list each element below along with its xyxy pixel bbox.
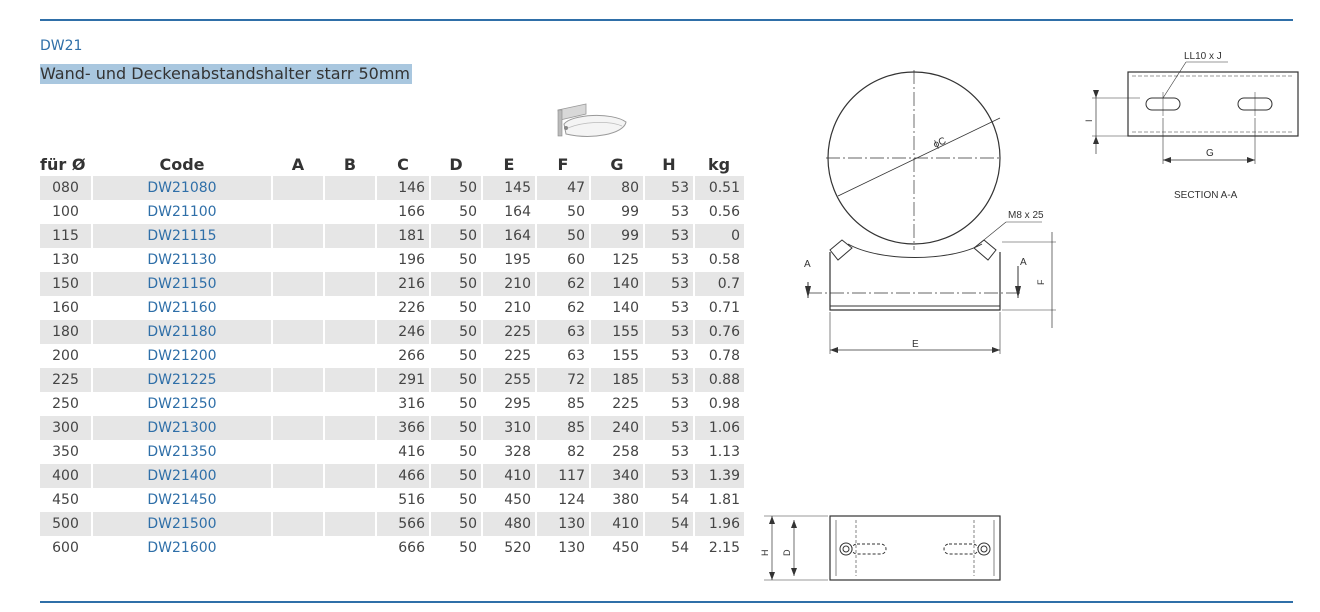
- spec-table: [40, 152, 744, 560]
- cell-e: 225: [482, 320, 536, 344]
- cell-code-link[interactable]: DW21225: [92, 368, 272, 392]
- cell-d: 50: [430, 248, 482, 272]
- cell-c: 466: [376, 464, 430, 488]
- col-header-code: Code: [159, 154, 205, 174]
- cell-c: 666: [376, 536, 430, 560]
- cell-e: 410: [482, 464, 536, 488]
- bolt-label: M8 x 25: [1008, 210, 1044, 221]
- cell-a: [272, 464, 324, 488]
- cell-g: 240: [590, 416, 644, 440]
- cell-b: [324, 512, 376, 536]
- cell-dn: 100: [52, 204, 79, 220]
- dim-h-label: H: [760, 549, 770, 556]
- table-row: [40, 320, 744, 344]
- cell-g: 99: [590, 200, 644, 224]
- cell-b: [324, 272, 376, 296]
- cell-dn: 350: [52, 444, 79, 460]
- cell-b: [324, 488, 376, 512]
- cell-dn: 160: [52, 300, 79, 316]
- product-code: DW21: [40, 38, 83, 54]
- cell-h: 53: [644, 272, 694, 296]
- cell-code-link[interactable]: DW21200: [92, 344, 272, 368]
- cell-code-link[interactable]: DW21180: [92, 320, 272, 344]
- cell-g: 140: [590, 296, 644, 320]
- table-row: [40, 416, 744, 440]
- cell-e: 480: [482, 512, 536, 536]
- cell-h: 54: [644, 488, 694, 512]
- cell-h: 53: [644, 440, 694, 464]
- cell-f: 130: [536, 536, 590, 560]
- col-header-e: E: [503, 154, 515, 174]
- cell-a: [272, 536, 324, 560]
- cell-d: 50: [430, 224, 482, 248]
- cell-code-link[interactable]: DW21160: [92, 296, 272, 320]
- cell-h: 53: [644, 416, 694, 440]
- cell-a: [272, 440, 324, 464]
- cell-dn: 400: [40, 464, 92, 488]
- cell-a: [272, 488, 324, 512]
- cell-c: 181: [376, 224, 430, 248]
- section-mark-right: A: [1020, 257, 1027, 268]
- dim-f-label: F: [1036, 279, 1046, 285]
- cell-f: 60: [536, 248, 590, 272]
- cell-e: 520: [482, 536, 536, 560]
- table-row: [40, 440, 744, 464]
- cell-e: 164: [482, 200, 536, 224]
- cell-dn: 250: [52, 396, 79, 412]
- cell-code-link[interactable]: DW21130: [92, 248, 272, 272]
- table-header-row: [40, 152, 744, 176]
- cell-a: [272, 248, 324, 272]
- cell-dn: 500: [40, 512, 92, 536]
- diameter-label: ϕC: [931, 135, 948, 151]
- cell-c: 246: [376, 320, 430, 344]
- table-row: [40, 368, 744, 392]
- cell-dn: 225: [40, 368, 92, 392]
- table-row: [40, 464, 744, 488]
- cell-c: 166: [376, 200, 430, 224]
- cell-a: [272, 320, 324, 344]
- cell-a: [272, 224, 324, 248]
- cell-b: [324, 176, 376, 200]
- table-row: [40, 512, 744, 536]
- cell-dn: 180: [40, 320, 92, 344]
- cell-e: 295: [482, 392, 536, 416]
- cell-b: [324, 464, 376, 488]
- cell-a: [272, 416, 324, 440]
- product-name: Wand- und Deckenabstandshalter starr 50mm: [40, 64, 411, 83]
- cell-g: 340: [590, 464, 644, 488]
- cell-g: 140: [590, 272, 644, 296]
- col-header-d: D: [449, 154, 463, 174]
- cell-g: 225: [590, 392, 644, 416]
- cell-d: 50: [430, 512, 482, 536]
- cell-g: 185: [590, 368, 644, 392]
- cell-kg: 0: [694, 224, 744, 248]
- cell-f: 85: [536, 416, 590, 440]
- cell-g: 450: [590, 536, 644, 560]
- cell-code-link[interactable]: DW21080: [92, 176, 272, 200]
- front-view-drawing: [790, 70, 1070, 360]
- cell-code-link[interactable]: DW21400: [92, 464, 272, 488]
- cell-b: [324, 224, 376, 248]
- cell-dn: 600: [52, 540, 79, 556]
- spec-table-body: [40, 176, 744, 560]
- cell-e: 164: [482, 224, 536, 248]
- slot-label: LL10 x J: [1184, 51, 1222, 62]
- cell-g: 125: [590, 248, 644, 272]
- cell-c: 566: [376, 512, 430, 536]
- table-row: [40, 536, 744, 560]
- side-view-drawing: [760, 510, 1020, 586]
- cell-code-link[interactable]: DW21600: [92, 536, 272, 560]
- cell-g: 155: [590, 320, 644, 344]
- cell-dn: 300: [40, 416, 92, 440]
- cell-dn: 450: [52, 492, 79, 508]
- cell-kg: 2.15: [694, 536, 744, 560]
- dim-d-label: D: [782, 549, 792, 556]
- cell-g: 80: [590, 176, 644, 200]
- cell-d: 50: [430, 464, 482, 488]
- cell-a: [272, 200, 324, 224]
- cell-d: 50: [430, 272, 482, 296]
- cell-f: 82: [536, 440, 590, 464]
- cell-d: 50: [430, 296, 482, 320]
- cell-e: 255: [482, 368, 536, 392]
- bottom-rule: [40, 601, 1293, 603]
- cell-d: 50: [430, 368, 482, 392]
- cell-h: 53: [644, 248, 694, 272]
- cell-e: 195: [482, 248, 536, 272]
- cell-h: 53: [644, 320, 694, 344]
- cell-a: [272, 392, 324, 416]
- cell-d: 50: [430, 440, 482, 464]
- dim-i-label: I: [1084, 119, 1094, 122]
- cell-dn: 130: [52, 252, 79, 268]
- cell-h: 53: [644, 464, 694, 488]
- col-header-g: G: [610, 154, 624, 174]
- cell-h: 53: [644, 224, 694, 248]
- cell-kg: 0.78: [694, 344, 744, 368]
- cell-kg: 0.88: [694, 368, 744, 392]
- cell-c: 266: [376, 344, 430, 368]
- cell-h: 53: [644, 368, 694, 392]
- cell-kg: 1.96: [694, 512, 744, 536]
- section-mark-left: A: [804, 259, 811, 270]
- cell-c: 416: [376, 440, 430, 464]
- cell-d: 50: [430, 176, 482, 200]
- cell-c: 291: [376, 368, 430, 392]
- cell-c: 516: [376, 488, 430, 512]
- cell-d: 50: [430, 320, 482, 344]
- cell-dn: 150: [40, 272, 92, 296]
- cell-f: 62: [536, 296, 590, 320]
- cell-kg: 0.51: [694, 176, 744, 200]
- table-row: [40, 272, 744, 296]
- dim-e-label: E: [912, 339, 919, 350]
- cell-g: 410: [590, 512, 644, 536]
- section-caption: SECTION A-A: [1174, 190, 1238, 201]
- cell-g: 99: [590, 224, 644, 248]
- cell-f: 130: [536, 512, 590, 536]
- cell-b: [324, 320, 376, 344]
- cell-kg: 1.39: [694, 464, 744, 488]
- cell-code-link[interactable]: DW21350: [92, 440, 272, 464]
- cell-kg: 0.56: [694, 200, 744, 224]
- cell-b: [324, 200, 376, 224]
- cell-f: 47: [536, 176, 590, 200]
- cell-a: [272, 176, 324, 200]
- cell-f: 124: [536, 488, 590, 512]
- top-rule: [40, 19, 1293, 21]
- cell-a: [272, 512, 324, 536]
- cell-d: 50: [430, 344, 482, 368]
- cell-h: 53: [644, 344, 694, 368]
- cell-g: 155: [590, 344, 644, 368]
- cell-b: [324, 416, 376, 440]
- cell-b: [324, 248, 376, 272]
- cell-d: 50: [430, 392, 482, 416]
- cell-c: 196: [376, 248, 430, 272]
- cell-kg: 0.76: [694, 320, 744, 344]
- cell-kg: 0.58: [694, 248, 744, 272]
- cell-e: 210: [482, 296, 536, 320]
- cell-code-link[interactable]: DW21450: [92, 488, 272, 512]
- table-row: [40, 392, 744, 416]
- cell-g: 258: [590, 440, 644, 464]
- cell-a: [272, 296, 324, 320]
- cell-code-link[interactable]: DW21115: [92, 224, 272, 248]
- cell-kg: 1.13: [694, 440, 744, 464]
- cell-d: 50: [430, 416, 482, 440]
- cell-kg: 1.06: [694, 416, 744, 440]
- cell-f: 63: [536, 320, 590, 344]
- cell-kg: 1.81: [694, 488, 744, 512]
- table-row: [40, 224, 744, 248]
- table-row: [40, 296, 744, 320]
- cell-c: 216: [376, 272, 430, 296]
- cell-h: 53: [644, 200, 694, 224]
- table-row: [40, 200, 744, 224]
- cell-f: 63: [536, 344, 590, 368]
- cell-code-link[interactable]: DW21500: [92, 512, 272, 536]
- cell-h: 53: [644, 392, 694, 416]
- table-row: [40, 248, 744, 272]
- cell-a: [272, 368, 324, 392]
- col-header-dn: für Ø: [40, 154, 86, 174]
- cell-kg: 0.71: [694, 296, 744, 320]
- cell-b: [324, 296, 376, 320]
- cell-c: 146: [376, 176, 430, 200]
- cell-b: [324, 392, 376, 416]
- cell-kg: 0.7: [694, 272, 744, 296]
- cell-b: [324, 344, 376, 368]
- col-header-kg: kg: [707, 154, 731, 174]
- cell-e: 450: [482, 488, 536, 512]
- cell-c: 226: [376, 296, 430, 320]
- cell-code-link[interactable]: DW21100: [92, 200, 272, 224]
- cell-d: 50: [430, 200, 482, 224]
- cell-f: 72: [536, 368, 590, 392]
- cell-h: 53: [644, 296, 694, 320]
- cell-b: [324, 368, 376, 392]
- cell-code-link[interactable]: DW21250: [92, 392, 272, 416]
- cell-dn: 115: [40, 224, 92, 248]
- cell-d: 50: [430, 536, 482, 560]
- col-header-a: A: [291, 154, 305, 174]
- cell-b: [324, 536, 376, 560]
- dim-g-label: G: [1206, 148, 1214, 159]
- cell-f: 62: [536, 272, 590, 296]
- cell-c: 366: [376, 416, 430, 440]
- col-header-f: F: [557, 154, 569, 174]
- cell-code-link[interactable]: DW21150: [92, 272, 272, 296]
- cell-c: 316: [376, 392, 430, 416]
- table-row: [40, 176, 744, 200]
- cell-d: 50: [430, 488, 482, 512]
- cell-f: 117: [536, 464, 590, 488]
- cell-f: 50: [536, 200, 590, 224]
- cell-a: [272, 272, 324, 296]
- cell-g: 380: [590, 488, 644, 512]
- col-header-h: H: [662, 154, 676, 174]
- cell-e: 310: [482, 416, 536, 440]
- cell-h: 53: [644, 176, 694, 200]
- cell-a: [272, 344, 324, 368]
- cell-b: [324, 440, 376, 464]
- cell-h: 54: [644, 512, 694, 536]
- table-row: [40, 488, 744, 512]
- cell-f: 85: [536, 392, 590, 416]
- cell-e: 210: [482, 272, 536, 296]
- col-header-b: B: [343, 154, 357, 174]
- table-row: [40, 344, 744, 368]
- cell-kg: 0.98: [694, 392, 744, 416]
- cell-code-link[interactable]: DW21300: [92, 416, 272, 440]
- cell-e: 145: [482, 176, 536, 200]
- cell-dn: 200: [52, 348, 79, 364]
- cell-h: 54: [644, 536, 694, 560]
- cell-e: 328: [482, 440, 536, 464]
- product-thumbnail: [552, 100, 632, 144]
- cell-e: 225: [482, 344, 536, 368]
- cell-f: 50: [536, 224, 590, 248]
- cell-dn: 080: [40, 176, 92, 200]
- section-aa-drawing: [1080, 44, 1300, 204]
- col-header-c: C: [397, 154, 409, 174]
